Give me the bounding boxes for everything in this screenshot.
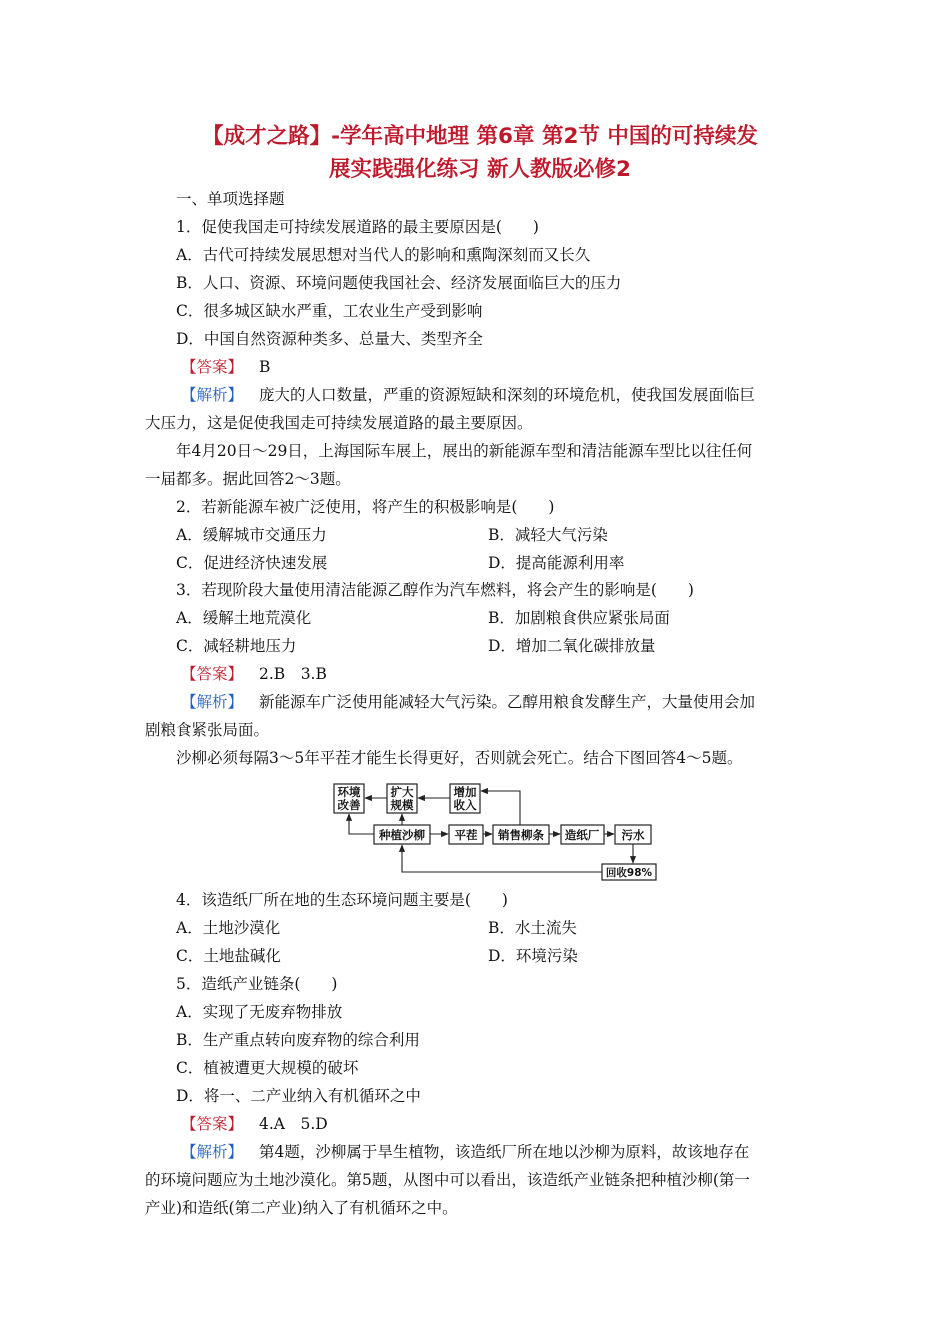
- q1-option-a: A．古代可持续发展思想对当代人的影响和熏陶深刻而又长久: [176, 246, 591, 264]
- label-expand-1: 扩大: [390, 785, 414, 799]
- label-env-2: 改善: [337, 798, 361, 812]
- answer-text: 4.A 5.D: [259, 1115, 328, 1133]
- q2-option-b: B．减轻大气污染: [488, 526, 608, 544]
- q1-option-b: B．人口、资源、环境问题使我国社会、经济发展面临巨大的压力: [176, 274, 622, 292]
- flow-diagram: [330, 778, 660, 882]
- q2-option-c: C．促进经济快速发展: [176, 554, 328, 572]
- intro-2-line-2: 一届都多。据此回答2～3题。: [145, 470, 351, 488]
- title-line-1: 【成才之路】-学年高中地理 第6章 第2节 中国的可持续发: [202, 124, 758, 149]
- analysis-4-5-line-1: 【解析】 第4题，沙柳属于旱生植物，该造纸厂所在地以沙柳为原料，故该地存在: [181, 1143, 750, 1161]
- section-heading: 一、单项选择题: [176, 190, 285, 208]
- title-line-2: 展实践强化练习 新人教版必修2: [329, 157, 631, 182]
- analysis-2-3-line-2: 剧粮食紧张局面。: [145, 721, 270, 739]
- q2-stem: 2．若新能源车被广泛使用，将产生的积极影响是( ): [176, 498, 555, 516]
- q4-option-d: D．环境污染: [488, 947, 578, 965]
- answer-1: [181, 357, 270, 377]
- analysis-4-5-line-3: 产业)和造纸(第二产业)纳入了有机循环之中。: [145, 1199, 458, 1217]
- answer-2-3: [181, 664, 327, 684]
- arrow-sell-to-income: [481, 791, 520, 825]
- label-env-1: 环境: [337, 785, 361, 799]
- q5-option-a: A．实现了无废弃物排放: [176, 1003, 343, 1021]
- q5-stem: 5．造纸产业链条( ): [176, 975, 338, 993]
- analysis-2-3-line-1: 【解析】 新能源车广泛使用能减轻大气污染。乙醇用粮食发酵生产，大量使用会加: [181, 693, 756, 711]
- q2-option-a: A．缓解城市交通压力: [176, 526, 327, 544]
- answer-tag: 【答案】: [181, 665, 244, 683]
- intro-4: 沙柳必须每隔3～5年平茬才能生长得更好，否则就会死亡。结合下图回答4～5题。: [176, 749, 743, 767]
- label-sell: 销售柳条: [498, 828, 544, 842]
- q1-option-d: D．中国自然资源种类多、总量大、类型齐全: [176, 330, 483, 348]
- q4-stem: 4．该造纸厂所在地的生态环境问题主要是( ): [176, 891, 508, 909]
- document-title: [140, 120, 820, 186]
- q5-option-d: D．将一、二产业纳入有机循环之中: [176, 1087, 421, 1105]
- analysis-1-line-1: 【解析】 庞大的人口数量，严重的资源短缺和深刻的环境危机，使我国发展面临巨: [181, 386, 756, 404]
- label-cut: 平茬: [454, 828, 478, 842]
- q1-option-c: C．很多城区缺水严重，工农业生产受到影响: [176, 302, 483, 320]
- q4-option-c: C．土地盐碱化: [176, 947, 281, 965]
- q4-option-a: A．土地沙漠化: [176, 919, 281, 937]
- intro-2-line-1: 年4月20日～29日，上海国际车展上，展出的新能源车型和清洁能源车型比以往任何: [176, 442, 753, 460]
- answer-tag: 【答案】: [181, 1115, 244, 1133]
- label-income-1: 增加: [453, 785, 477, 799]
- q1-stem: 1．促使我国走可持续发展道路的最主要原因是( ): [176, 218, 539, 236]
- answer-tag: 【答案】: [181, 358, 244, 376]
- arrow-plant-to-env: [349, 814, 374, 834]
- q3-option-b: B．加剧粮食供应紧张局面: [488, 609, 670, 627]
- analysis-1-line-2: 大压力，这是促使我国走可持续发展道路的最主要原因。: [145, 414, 533, 432]
- analysis-4-5-line-2: 的环境问题应为土地沙漠化。第5题，从图中可以看出，该造纸产业链条把种植沙柳(第一: [145, 1171, 750, 1189]
- answer-4-5: [181, 1114, 328, 1134]
- analysis-tag: 【解析】: [181, 386, 244, 404]
- answer-text: 2.B 3.B: [259, 665, 327, 683]
- q3-option-c: C．减轻耕地压力: [176, 637, 297, 655]
- label-plant: 种植沙柳: [379, 828, 425, 842]
- q5-option-c: C．植被遭更大规模的破坏: [176, 1059, 359, 1077]
- q3-option-a: A．缓解土地荒漠化: [176, 609, 312, 627]
- q5-option-b: B．生产重点转向废弃物的综合利用: [176, 1031, 420, 1049]
- answer-text: B: [259, 358, 271, 376]
- q3-option-d: D．增加二氧化碳排放量: [488, 637, 656, 655]
- label-income-2: 收入: [453, 798, 477, 812]
- label-expand-2: 规模: [390, 798, 414, 812]
- label-sewage: 污水: [621, 828, 645, 842]
- q2-option-d: D．提高能源利用率: [488, 554, 625, 572]
- label-recycle: 回收98%: [605, 867, 653, 879]
- analysis-tag: 【解析】: [181, 1143, 244, 1161]
- analysis-tag: 【解析】: [181, 693, 244, 711]
- q3-stem: 3．若现阶段大量使用清洁能源乙醇作为汽车燃料，将会产生的影响是( ): [176, 581, 694, 599]
- label-paper-mill: 造纸厂: [564, 828, 600, 842]
- q4-option-b: B．水土流失: [488, 919, 577, 937]
- arrow-recycle-to-plant: [402, 845, 602, 872]
